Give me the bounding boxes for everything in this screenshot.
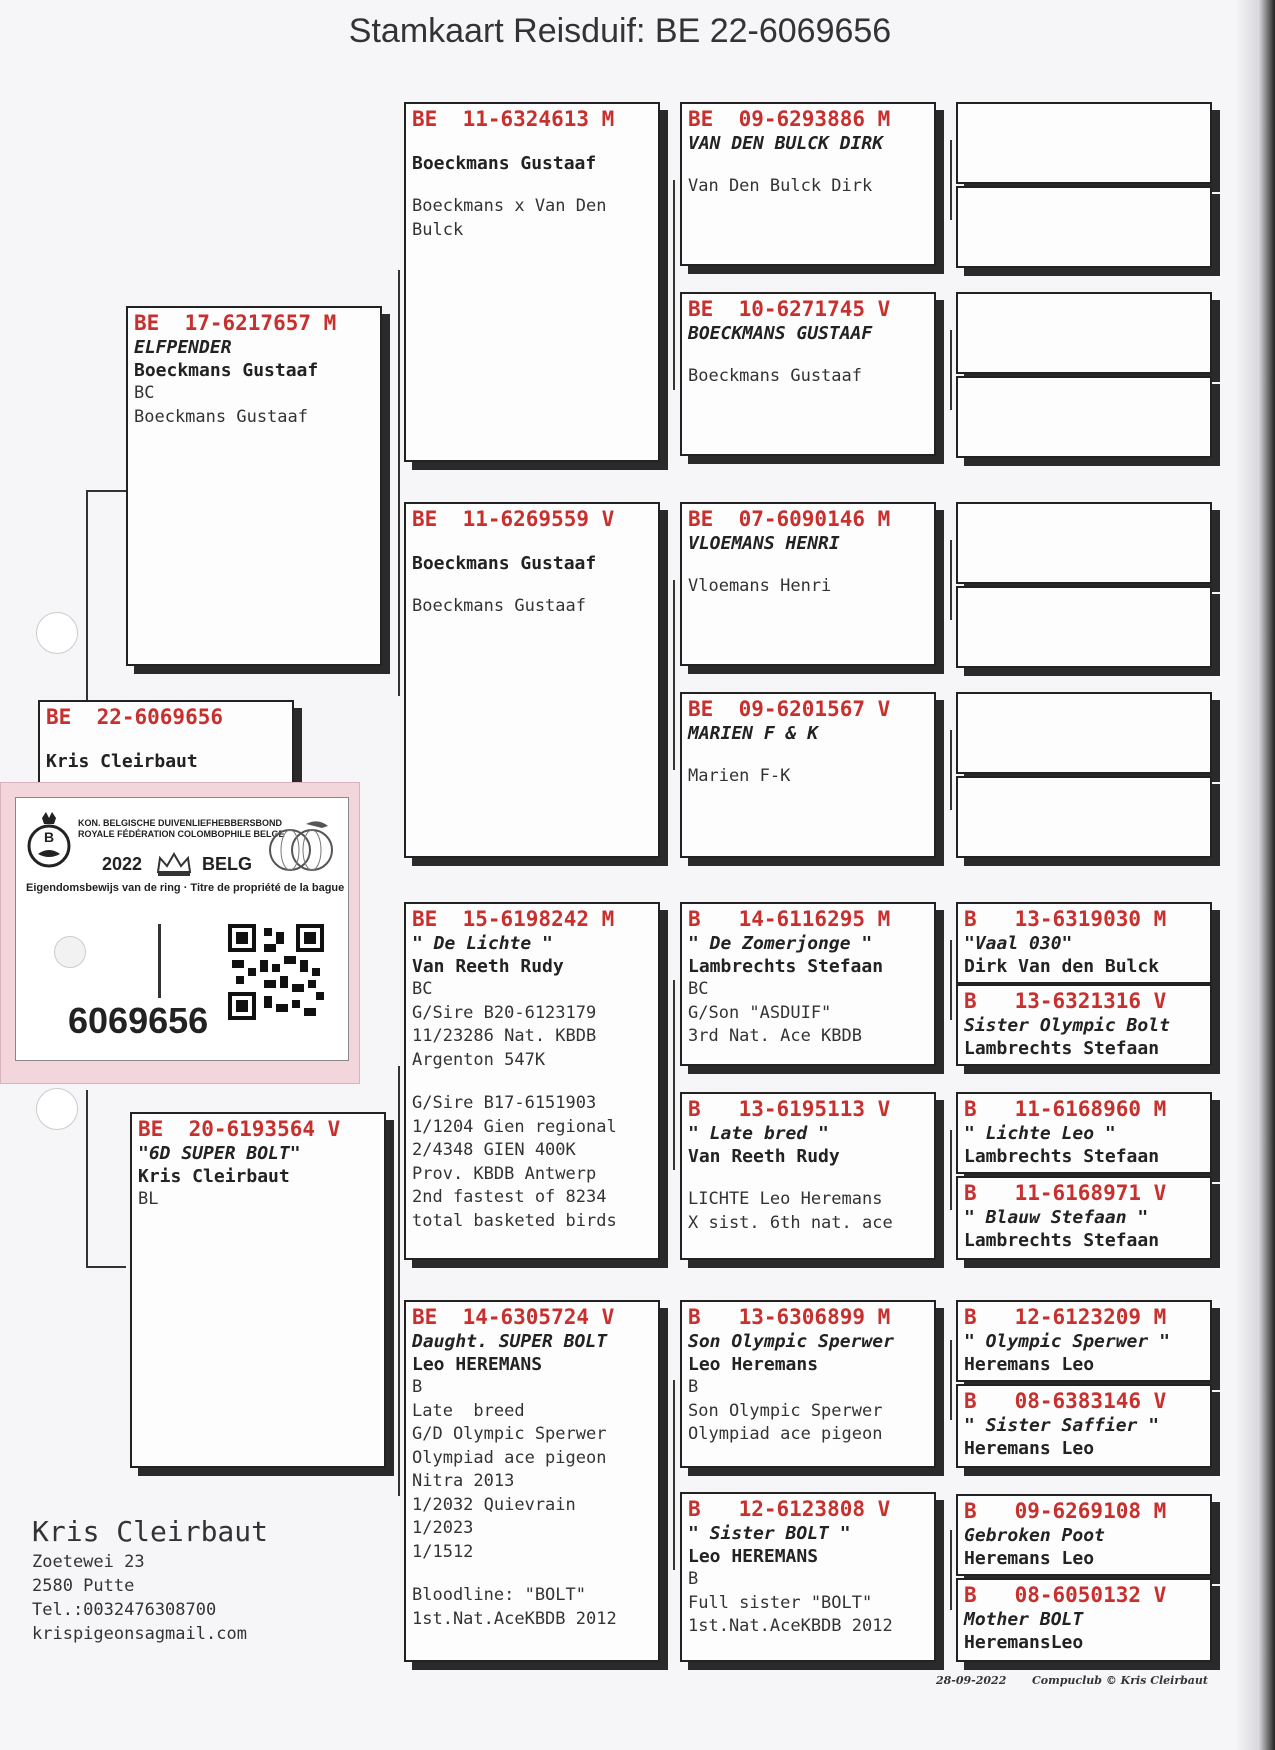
detail-line: Boeckmans x Van Den bbox=[412, 196, 607, 216]
ancestor-box bbox=[956, 1176, 1212, 1260]
pigeon-name: Daught. SUPER BOLT bbox=[412, 1331, 608, 1352]
qr-code-icon bbox=[228, 924, 324, 1020]
ring-number: BE 09-6201567 V bbox=[688, 697, 891, 721]
punch-hole bbox=[36, 1088, 78, 1130]
card-ring-number: 6069656 bbox=[68, 1000, 209, 1041]
ancestor-box bbox=[956, 1300, 1212, 1382]
ring-number: B 09-6269108 M bbox=[964, 1499, 1167, 1523]
grandparent-box bbox=[404, 902, 660, 1260]
ring-number: B 11-6168971 V bbox=[964, 1181, 1167, 1205]
pigeon-name: " Late bred " bbox=[688, 1123, 829, 1144]
connector-line bbox=[673, 1380, 675, 1570]
pigeon-name: VLOEMANS HENRI bbox=[688, 533, 840, 554]
detail-line: Full sister "BOLT" bbox=[688, 1592, 873, 1613]
ring-number: BE 15-6198242 M bbox=[412, 907, 615, 931]
detail-line: G/Sire B17-6151903 bbox=[412, 1093, 597, 1113]
ring-number: BE 11-6269559 V bbox=[412, 507, 615, 531]
pigeon-name: " Olympic Sperwer " bbox=[964, 1331, 1170, 1352]
pigeon-name: " De Lichte " bbox=[412, 933, 553, 954]
pigeon-name: Sister Olympic Bolt bbox=[964, 1015, 1170, 1036]
detail-line: Argenton 547K bbox=[412, 1049, 546, 1070]
ancestor-box bbox=[956, 586, 1212, 668]
detail-line: LICHTE Leo Heremans bbox=[688, 1189, 883, 1209]
owner: Kris Cleirbaut bbox=[138, 1166, 290, 1187]
owner: Boeckmans Gustaaf bbox=[412, 153, 597, 174]
detail-line: Nitra 2013 bbox=[412, 1471, 515, 1491]
detail-line: 2/4348 GIEN 400K bbox=[412, 1140, 576, 1160]
detail-line: Bulck bbox=[412, 219, 464, 240]
pigeon-name: " De Zomerjonge " bbox=[688, 933, 873, 954]
ancestor-box bbox=[956, 186, 1212, 268]
ring-number: B 13-6321316 V bbox=[964, 989, 1167, 1013]
owner: Heremans Leo bbox=[964, 1354, 1095, 1375]
owner: Lambrechts Stefaan bbox=[964, 1038, 1160, 1059]
ancestor-box bbox=[956, 502, 1212, 584]
connector-line bbox=[950, 140, 952, 220]
owner: Kris Cleirbaut bbox=[46, 751, 198, 772]
ancestor-box bbox=[956, 1092, 1212, 1174]
ancestor-box bbox=[956, 984, 1212, 1066]
pigeon-name: ELFPENDER bbox=[134, 337, 232, 358]
detail-line: 11/23286 Nat. KBDB bbox=[412, 1026, 597, 1046]
detail-line: 1/1512 bbox=[412, 1541, 474, 1562]
pigeon-name: MARIEN F & K bbox=[688, 723, 819, 744]
pigeon-name: "Vaal 030" bbox=[964, 933, 1073, 954]
detail-line: X sist. 6th nat. ace bbox=[688, 1212, 893, 1233]
connector-line bbox=[673, 580, 675, 770]
connector-line bbox=[86, 1266, 126, 1268]
ring-number: BE 09-6293886 M bbox=[688, 107, 891, 131]
detail-line: Van Den Bulck Dirk bbox=[688, 176, 873, 196]
breeder-phone: Tel.:0032476308700 bbox=[32, 1600, 217, 1620]
ring-number: B 13-6319030 M bbox=[964, 907, 1167, 931]
ancestor-box bbox=[956, 692, 1212, 774]
detail-line: 1st.Nat.AceKBDB 2012 bbox=[688, 1616, 893, 1636]
pigeon-name: " Lichte Leo " bbox=[964, 1123, 1116, 1144]
great-grandparent-box bbox=[680, 102, 936, 266]
detail-line: Boeckmans Gustaaf bbox=[412, 596, 586, 616]
federation-logo-icon bbox=[26, 810, 72, 870]
detail-line: Boeckmans Gustaaf bbox=[688, 366, 862, 386]
connector-line bbox=[86, 490, 88, 700]
pigeon-name: Mother BOLT bbox=[964, 1609, 1084, 1630]
federation-name: KON. BELGISCHE DUIVENLIEFHEBBERSBOND ROYALE FÉDÉRATION COLOMBOPHILE BELGE bbox=[78, 818, 285, 839]
grandparent-box bbox=[404, 102, 660, 462]
detail-line: BL bbox=[138, 1189, 159, 1209]
connector-line bbox=[950, 540, 952, 620]
grandparent-box bbox=[404, 502, 660, 858]
card-country: BELG bbox=[202, 854, 253, 874]
connector-line bbox=[673, 980, 675, 1170]
breeder-email: krispigeonsagmail.com bbox=[32, 1624, 247, 1644]
ring-slot bbox=[158, 924, 161, 998]
detail-line: Marien F-K bbox=[688, 766, 791, 786]
breeder-city: 2580 Putte bbox=[32, 1576, 135, 1596]
breeder-name: Kris Cleirbaut bbox=[32, 1515, 269, 1548]
ring-number: B 14-6116295 M bbox=[688, 907, 891, 931]
detail-line: Olympiad ace pigeon bbox=[412, 1447, 607, 1468]
detail-line: 3rd Nat. Ace KBDB bbox=[688, 1026, 862, 1046]
detail-line: G/Sire B20-6123179 bbox=[412, 1002, 597, 1023]
pigeon-name: " Sister Saffier " bbox=[964, 1415, 1160, 1436]
detail-line: Son Olympic Sperwer bbox=[688, 1400, 883, 1421]
ring-number: BE 22-6069656 bbox=[46, 705, 224, 729]
detail-line: G/D Olympic Sperwer bbox=[412, 1424, 607, 1444]
ring-number: B 13-6306899 M bbox=[688, 1305, 891, 1329]
detail-line: Olympiad ace pigeon bbox=[688, 1424, 883, 1444]
page-title: Stamkaart Reisduif: BE 22-6069656 bbox=[348, 12, 892, 50]
connector-line bbox=[86, 490, 126, 492]
detail-line: 1st.Nat.AceKBDB 2012 bbox=[412, 1608, 617, 1629]
great-grandparent-box bbox=[680, 902, 936, 1066]
print-date: 28-09-2022 bbox=[936, 1674, 1007, 1687]
great-grandparent-box bbox=[680, 1092, 936, 1260]
great-grandparent-box bbox=[680, 692, 936, 858]
ancestor-box bbox=[956, 902, 1212, 984]
ring-number: BE 20-6193564 V bbox=[138, 1117, 341, 1141]
detail-line: BC bbox=[688, 979, 709, 999]
ancestor-box bbox=[956, 1578, 1212, 1662]
svg-text:B: B bbox=[43, 829, 55, 845]
owner: HeremansLeo bbox=[964, 1632, 1084, 1653]
ring-number: BE 07-6090146 M bbox=[688, 507, 891, 531]
ring-number: BE 10-6271745 V bbox=[688, 297, 891, 321]
owner: Van Reeth Rudy bbox=[688, 1146, 840, 1167]
pigeon-name: VAN DEN BULCK DIRK bbox=[688, 133, 884, 154]
great-grandparent-box bbox=[680, 1300, 936, 1468]
ring-number: B 12-6123808 V bbox=[688, 1497, 891, 1521]
detail-line: total basketed birds bbox=[412, 1210, 617, 1231]
crown-icon bbox=[154, 848, 194, 878]
detail-line: 2nd fastest of 8234 bbox=[412, 1187, 607, 1207]
ring-ownership-card bbox=[0, 782, 360, 1084]
connector-line bbox=[950, 1530, 952, 1610]
ring-number: BE 17-6217657 M bbox=[134, 311, 337, 335]
ancestor-box bbox=[956, 102, 1212, 184]
ring-number: B 08-6050132 V bbox=[964, 1583, 1167, 1607]
grandparent-box bbox=[404, 1300, 660, 1662]
ring-number: BE 14-6305724 V bbox=[412, 1305, 615, 1329]
punch-hole bbox=[36, 612, 78, 654]
owner: Lambrechts Stefaan bbox=[964, 1146, 1160, 1167]
detail-line: B bbox=[688, 1377, 699, 1397]
detail-line: BC bbox=[412, 979, 433, 999]
breeder-address: Zoetewei 23 bbox=[32, 1552, 145, 1572]
ring-number: B 13-6195113 V bbox=[688, 1097, 891, 1121]
connector-line bbox=[398, 270, 400, 696]
sire-box bbox=[126, 306, 382, 666]
owner: Dirk Van den Bulck bbox=[964, 956, 1160, 977]
detail-line: Prov. KBDB Antwerp bbox=[412, 1163, 597, 1184]
great-grandparent-box bbox=[680, 1492, 936, 1662]
ancestor-box bbox=[956, 1384, 1212, 1468]
ancestor-box bbox=[956, 776, 1212, 858]
detail-line: B bbox=[412, 1377, 423, 1397]
owner: Leo HEREMANS bbox=[412, 1354, 543, 1375]
ring-number: B 08-6383146 V bbox=[964, 1389, 1167, 1413]
connector-line bbox=[950, 1340, 952, 1420]
ancestor-box bbox=[956, 1494, 1212, 1576]
owner: Van Reeth Rudy bbox=[412, 956, 564, 977]
pigeon-name: BOECKMANS GUSTAAF bbox=[688, 323, 873, 344]
owner: Boeckmans Gustaaf bbox=[134, 360, 319, 381]
connector-line bbox=[950, 730, 952, 810]
owner: Heremans Leo bbox=[964, 1438, 1095, 1459]
detail-line: Vloemans Henri bbox=[688, 576, 832, 596]
connector-line bbox=[950, 1130, 952, 1210]
ring-number: B 12-6123209 M bbox=[964, 1305, 1167, 1329]
owner: Leo Heremans bbox=[688, 1354, 819, 1375]
detail-line: Boeckmans Gustaaf bbox=[134, 406, 308, 427]
pigeon-name: "6D SUPER BOLT" bbox=[138, 1143, 301, 1164]
owner: Lambrechts Stefaan bbox=[964, 1230, 1160, 1251]
owner: Lambrechts Stefaan bbox=[688, 956, 884, 977]
great-grandparent-box bbox=[680, 502, 936, 666]
detail-line: 1/2023 bbox=[412, 1518, 474, 1538]
card-year: 2022 bbox=[102, 854, 143, 874]
owner: Boeckmans Gustaaf bbox=[412, 553, 597, 574]
fci-globe-icon bbox=[266, 818, 336, 874]
ring-number: B 11-6168960 M bbox=[964, 1097, 1167, 1121]
connector-line bbox=[950, 330, 952, 410]
connector-line bbox=[86, 1090, 88, 1266]
connector-line bbox=[950, 940, 952, 1020]
card-subtitle: Eigendomsbewijs van de ring · Titre de propriété de la bague bbox=[26, 882, 345, 894]
ancestor-box bbox=[956, 376, 1212, 458]
scan-edge-shadow bbox=[1235, 0, 1275, 1750]
detail-line: 1/2032 Quievrain bbox=[412, 1494, 576, 1515]
connector-line bbox=[673, 180, 675, 390]
software-credit: Compuclub © Kris Cleirbaut bbox=[1032, 1674, 1209, 1687]
pigeon-name: " Blauw Stefaan " bbox=[964, 1207, 1149, 1228]
card-inner bbox=[15, 797, 349, 1061]
ancestor-box bbox=[956, 292, 1212, 374]
subject-box bbox=[38, 700, 294, 790]
owner: Leo HEREMANS bbox=[688, 1546, 819, 1567]
pigeon-name: Gebroken Poot bbox=[964, 1525, 1105, 1546]
detail-line: Bloodline: "BOLT" bbox=[412, 1585, 586, 1605]
owner: Heremans Leo bbox=[964, 1548, 1095, 1569]
detail-line: G/Son "ASDUIF" bbox=[688, 1002, 832, 1023]
great-grandparent-box bbox=[680, 292, 936, 456]
detail-line: Late breed bbox=[412, 1400, 525, 1421]
card-punch-hole bbox=[54, 936, 86, 968]
ring-number: BE 11-6324613 M bbox=[412, 107, 615, 131]
dam-box bbox=[130, 1112, 386, 1468]
pigeon-name: Son Olympic Sperwer bbox=[688, 1331, 894, 1352]
detail-line: 1/1204 Gien regional bbox=[412, 1116, 617, 1137]
connector-line bbox=[398, 1066, 400, 1496]
pigeon-name: " Sister BOLT " bbox=[688, 1523, 851, 1544]
detail-line: BC bbox=[134, 383, 155, 403]
detail-line: B bbox=[688, 1569, 699, 1589]
